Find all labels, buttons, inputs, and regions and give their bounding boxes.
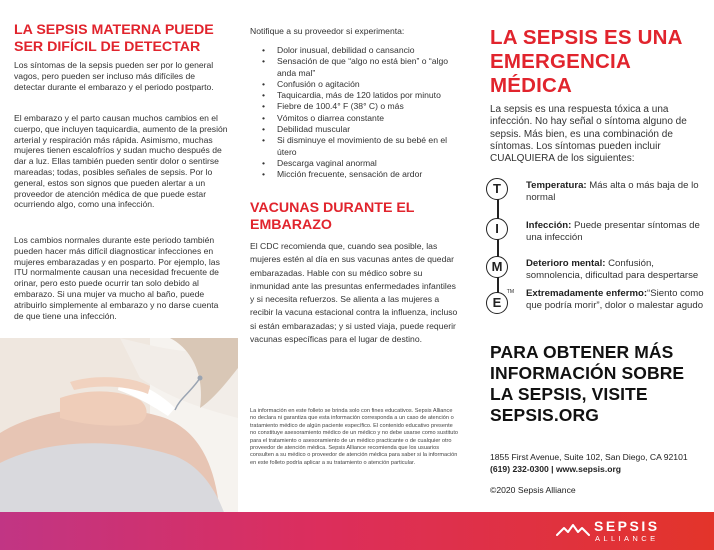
list-item: • Dolor inusual, debilidad o cansancio bbox=[262, 45, 467, 56]
pregnant-patient-illustration bbox=[0, 338, 238, 515]
maternal-sepsis-heading: LA SEPSIS MATERNA PUEDE SER DIFÍCIL DE DETECTAR bbox=[14, 22, 214, 55]
list-item: • Taquicardia, más de 120 latidos por minuto bbox=[262, 90, 467, 101]
logo-name: SEPSIS bbox=[594, 518, 660, 534]
vaccines-paragraph: El CDC recomienda que, cuando sea posible, las mujeres estén al día en sus vacunas antes de quedar embarazadas. Hable con su médico sobre su inmunidad ante las presuntas enfermedades infantiles y si necesita refuerzos. Se alienta a las mujeres a recibir la vacuna estacional contra la influenza, incluso si están embarazadas; y si usted viaja, puede requerir vacunas específicas para el lugar de destino. bbox=[250, 241, 458, 345]
list-item: • Confusión o agitación bbox=[262, 79, 467, 90]
term-label: Deterioro mental: bbox=[526, 258, 606, 269]
time-text-mental bbox=[526, 258, 706, 282]
list-item: • Debilidad muscular bbox=[262, 124, 467, 135]
time-letter-e-icon bbox=[486, 289, 514, 314]
list-item: • Si disminuye el movimiento de su bebé en el útero bbox=[262, 135, 467, 158]
middle-panel bbox=[238, 0, 476, 550]
sepsis-alliance-logo bbox=[556, 518, 706, 546]
trademark-mark: TM bbox=[506, 289, 514, 295]
maternal-sepsis-paragraph-2: El embarazo y el parto causan muchos cambios en el cuerpo, que incluyen taquicardia, aumento de la presión arterial y respiración más rápida. Asimismo, muchas mujeres tienen escalofríos y sudan mucho después de dar a luz. Ellas también pueden sentir dolor o sentirse mareadas; todas, posibles señales de sepsis. Por lo general, estos son signos que pueden alertar a un proveedor de atención médica de que puede estar ocurriendo algo, como una infección. bbox=[14, 113, 228, 210]
list-item: • Vómitos o diarrea constante bbox=[262, 113, 467, 124]
notify-provider-text: Notifique a su proveedor si experimenta: bbox=[250, 26, 405, 36]
symptom-list bbox=[262, 45, 467, 181]
term-description: Confusión, somnolencia, dificultad para despertarse bbox=[526, 258, 699, 281]
disclaimer-text: La información en este folleto se brinda solo con fines educativos. Sepsis Alliance no declara ni garantiza que esta información corresponda a un caso de atención o tratamiento médico de algún paciente específico. El contenido educativo presente no constituye asesoramiento médico de un médico y no debe usarse como sustituto para el tratamiento o asesoramiento de un médico practicante o de cualquier otro proveedor de atención médica. Sepsis Alliance recomienda que los usuarios consulten a su médico o proveedor de atención médica para saber si la información en este folleto podría aplicar a su tratamiento o atención particular. bbox=[250, 408, 459, 466]
vaccines-heading: VACUNAS DURANTE EL EMBARAZO bbox=[250, 200, 415, 233]
term-label: Extremadamente enfermo: bbox=[526, 288, 648, 299]
time-letter-m-icon: M bbox=[486, 256, 508, 278]
term-description: “Siento como que podría morir”, dolor o malestar agudo bbox=[526, 288, 704, 311]
address-block bbox=[490, 452, 712, 475]
left-panel bbox=[0, 0, 238, 550]
sepsis-intro-paragraph: La sepsis es una respuesta tóxica a una infección. No hay señal o síntoma alguno de sepsis. Más bien, es una combinación de síntomas. Los síntomas pueden incluir CUALQUIERA de los siguientes: bbox=[490, 104, 687, 165]
contact-line: (619) 232-0300 | www.sepsis.org bbox=[490, 463, 622, 474]
list-item: • Micción frecuente, sensación de ardor bbox=[262, 169, 467, 180]
street-address: 1855 First Avenue, Suite 102, San Diego, CA 92101 bbox=[490, 452, 688, 462]
time-text-temperature bbox=[526, 180, 706, 204]
logo-subtitle: ALLIANCE bbox=[595, 534, 659, 543]
pregnant-patient-photo bbox=[0, 338, 238, 515]
term-description: Más alta o más baja de lo normal bbox=[526, 180, 699, 203]
maternal-sepsis-paragraph-3: Los cambios normales durante este periodo también pueden hacer más difícil diagnosticar infecciones en mujeres embarazadas y en posparto. Por ejemplo, las ITU normalmente causan una necesidad frecuente de orinar, pero esto puede ocurrir tan solo debido al embarazo. Si una mujer va mucho al baño, puede atribuirlo simplemente al embarazo y no darse cuenta de que tiene una infección. bbox=[14, 235, 220, 321]
emergency-title: LA SEPSIS ES UNA EMERGENCIA MÉDICA bbox=[490, 26, 682, 97]
time-letter-i-icon: I bbox=[486, 218, 508, 240]
time-text-extremely-ill bbox=[526, 288, 706, 312]
list-item: • Fiebre de 100.4° F (38° C) o más bbox=[262, 101, 467, 112]
maternal-sepsis-paragraph-1: Los síntomas de la sepsis pueden ser por lo general vagos, pero pueden ser incluso más difíciles de detectar durante el embarazo y el periodo postparto. bbox=[14, 60, 214, 92]
letter: E bbox=[492, 295, 502, 310]
term-description: Puede presentar síntomas de una infección bbox=[526, 220, 700, 243]
copyright-text: ©2020 Sepsis Alliance bbox=[490, 485, 576, 495]
right-panel bbox=[476, 0, 714, 550]
list-item: • Descarga vaginal anormal bbox=[262, 158, 467, 169]
logo-mark-icon bbox=[556, 523, 590, 539]
time-text-infection bbox=[526, 220, 706, 244]
term-label: Temperatura: bbox=[526, 180, 587, 191]
list-item: • Sensación de que “algo no está bien” o “algo anda mal” bbox=[262, 56, 467, 79]
term-label: Infección: bbox=[526, 220, 572, 231]
time-letter-t-icon: T bbox=[486, 178, 508, 200]
more-info-heading: PARA OBTENER MÁS INFORMACIÓN SOBRE LA SEPSIS, VISITE SEPSIS.ORG bbox=[490, 342, 685, 425]
time-connector-line bbox=[497, 186, 499, 301]
